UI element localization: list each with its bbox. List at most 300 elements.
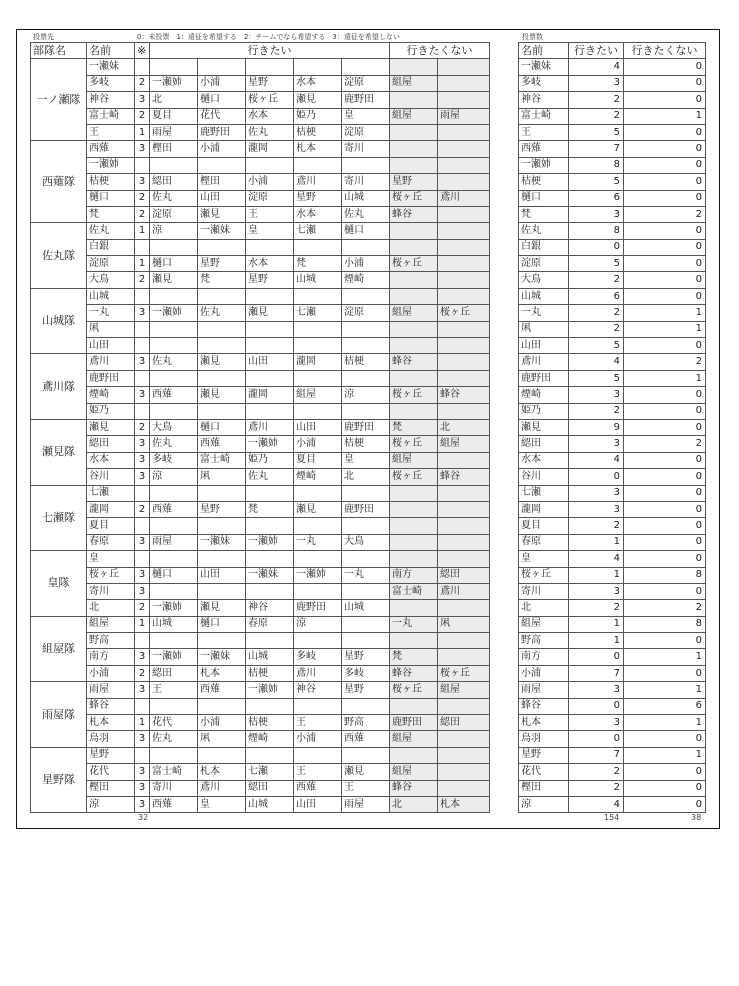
- not-want-count-cell: 1: [624, 747, 706, 763]
- want-choice-cell: 一瀬姉: [246, 436, 294, 452]
- want-count-cell: 0: [569, 649, 624, 665]
- want-choice-cell: 瀬見: [342, 764, 390, 780]
- want-choice-cell: 北: [342, 469, 390, 485]
- want-choice-cell: [150, 338, 198, 354]
- want-count-cell: 4: [569, 452, 624, 468]
- want-choice-cell: [246, 551, 294, 567]
- not-want-choice-cell: [438, 633, 490, 649]
- want-choice-cell: 凩: [198, 731, 246, 747]
- want-choice-cell: [294, 288, 342, 304]
- want-choice-cell: [198, 551, 246, 567]
- table-row: [31, 518, 490, 534]
- table-row: [31, 747, 490, 763]
- want-count-cell: 3: [569, 715, 624, 731]
- member-name-cell: 蜂谷: [87, 698, 135, 714]
- table-row: [31, 452, 490, 468]
- table-row: [31, 682, 490, 698]
- vote-code-cell: 3: [135, 174, 150, 190]
- want-choice-cell: 瀬見: [198, 600, 246, 616]
- want-choice-cell: [198, 59, 246, 75]
- not-want-choice-cell: 鳶川: [438, 583, 490, 599]
- want-choice-cell: 鳶川: [246, 419, 294, 435]
- want-count-cell: 3: [569, 206, 624, 222]
- vote-code-cell: [135, 239, 150, 255]
- not-want-count-cell: 0: [624, 403, 706, 419]
- not-want-choice-cell: [438, 75, 490, 91]
- not-want-choice-cell: [390, 321, 438, 337]
- want-choice-cell: 西薙: [150, 501, 198, 517]
- not-want-choice-cell: [438, 223, 490, 239]
- table-row: [31, 633, 490, 649]
- want-choice-cell: 皇: [342, 108, 390, 124]
- not-want-count-cell: 0: [624, 239, 706, 255]
- want-choice-cell: [198, 157, 246, 173]
- not-want-choice-cell: 蜂谷: [438, 387, 490, 403]
- vote-code-cell: 3: [135, 567, 150, 583]
- count-name-cell: 樫田: [519, 780, 569, 796]
- not-want-choice-cell: 桜ヶ丘: [390, 682, 438, 698]
- member-name-cell: 桜ヶ丘: [87, 567, 135, 583]
- want-choice-cell: 樫田: [198, 174, 246, 190]
- want-choice-cell: [150, 485, 198, 501]
- not-want-choice-cell: 桜ヶ丘: [390, 256, 438, 272]
- member-name-cell: 山城: [87, 288, 135, 304]
- want-choice-cell: 一瀬妹: [198, 649, 246, 665]
- count-row: [519, 92, 706, 108]
- not-want-choice-cell: [390, 551, 438, 567]
- not-want-choice-cell: 組屋: [390, 731, 438, 747]
- member-name-cell: 夏目: [87, 518, 135, 534]
- not-want-count-cell: 0: [624, 190, 706, 206]
- not-want-choice-cell: [390, 698, 438, 714]
- want-choice-cell: 桔梗: [246, 665, 294, 681]
- want-choice-cell: 山田: [294, 796, 342, 812]
- want-choice-cell: 瀧岡: [246, 141, 294, 157]
- want-choice-cell: [246, 157, 294, 173]
- want-choice-cell: 一瀬姉: [150, 649, 198, 665]
- not-want-choice-cell: [438, 485, 490, 501]
- table-row: [31, 469, 490, 485]
- want-choice-cell: 雨屋: [150, 124, 198, 140]
- member-name-cell: 淀原: [87, 256, 135, 272]
- want-choice-cell: 小浦: [294, 436, 342, 452]
- count-name-cell: 瀧岡: [519, 501, 569, 517]
- not-want-count-cell: 1: [624, 108, 706, 124]
- count-name-cell: 多岐: [519, 75, 569, 91]
- member-name-cell: 西薙: [87, 141, 135, 157]
- team-name-cell: 山城隊: [31, 288, 87, 354]
- not-want-choice-cell: [390, 485, 438, 501]
- not-want-choice-cell: [438, 501, 490, 517]
- count-name-cell: 鹿野田: [519, 370, 569, 386]
- table-row: [31, 190, 490, 206]
- count-name-cell: 野高: [519, 633, 569, 649]
- not-want-count-cell: 0: [624, 59, 706, 75]
- want-choice-cell: 煙崎: [246, 731, 294, 747]
- vote-code-cell: 2: [135, 206, 150, 222]
- want-choice-cell: [294, 370, 342, 386]
- not-want-choice-cell: [390, 633, 438, 649]
- want-choice-cell: 西薙: [342, 731, 390, 747]
- count-row: [519, 485, 706, 501]
- not-want-count-cell: 1: [624, 682, 706, 698]
- not-want-count-cell: 0: [624, 157, 706, 173]
- not-want-count-cell: 0: [624, 469, 706, 485]
- want-choice-cell: [294, 633, 342, 649]
- not-want-choice-cell: 組屋: [438, 682, 490, 698]
- not-want-count-cell: 0: [624, 731, 706, 747]
- want-choice-cell: 鳶川: [294, 665, 342, 681]
- vote-code-cell: [135, 747, 150, 763]
- not-want-count-cell: 0: [624, 534, 706, 550]
- want-choice-cell: 山城: [342, 190, 390, 206]
- count-row: [519, 108, 706, 124]
- want-choice-cell: [246, 583, 294, 599]
- want-choice-cell: 瀬見: [246, 305, 294, 321]
- member-name-cell: 涼: [87, 796, 135, 812]
- table-row: [31, 272, 490, 288]
- count-row: [519, 370, 706, 386]
- want-choice-cell: 桔梗: [294, 124, 342, 140]
- want-choice-cell: 梵: [198, 272, 246, 288]
- count-name-cell: 夏目: [519, 518, 569, 534]
- table-row: [31, 370, 490, 386]
- want-choice-cell: 野高: [342, 715, 390, 731]
- count-name-cell: 蜂谷: [519, 698, 569, 714]
- want-choice-cell: [294, 518, 342, 534]
- not-want-choice-cell: 一丸: [390, 616, 438, 632]
- want-choice-cell: [294, 338, 342, 354]
- count-row: [519, 239, 706, 255]
- want-count-cell: 0: [569, 239, 624, 255]
- vote-code-cell: [135, 338, 150, 354]
- member-name-cell: 煙崎: [87, 387, 135, 403]
- count-name-cell: 桜ヶ丘: [519, 567, 569, 583]
- want-choice-cell: [150, 518, 198, 534]
- want-choice-cell: 星野: [198, 501, 246, 517]
- want-choice-cell: [246, 338, 294, 354]
- vote-code-cell: 2: [135, 272, 150, 288]
- member-name-cell: 姫乃: [87, 403, 135, 419]
- count-row: [519, 403, 706, 419]
- not-want-choice-cell: [390, 370, 438, 386]
- table-row: [31, 780, 490, 796]
- not-want-count-cell: 0: [624, 174, 706, 190]
- member-name-cell: 神谷: [87, 92, 135, 108]
- count-name-cell: 白銀: [519, 239, 569, 255]
- header-team: 部隊名: [31, 43, 87, 59]
- vote-code-cell: 3: [135, 354, 150, 370]
- want-choice-cell: 山城: [150, 616, 198, 632]
- table-row: [31, 141, 490, 157]
- vote-code-cell: 3: [135, 92, 150, 108]
- want-choice-cell: 西薙: [150, 387, 198, 403]
- want-choice-cell: [150, 583, 198, 599]
- not-want-choice-cell: [438, 321, 490, 337]
- table-row: [31, 583, 490, 599]
- want-choice-cell: 山城: [342, 600, 390, 616]
- want-choice-cell: 雨屋: [342, 796, 390, 812]
- header-not-want: 行きたくない: [390, 43, 490, 59]
- want-choice-cell: [342, 747, 390, 763]
- member-name-cell: 鳶川: [87, 354, 135, 370]
- count-row: [519, 796, 706, 812]
- member-name-cell: 鹿野田: [87, 370, 135, 386]
- count-name-cell: 札本: [519, 715, 569, 731]
- not-want-choice-cell: 桜ヶ丘: [390, 190, 438, 206]
- want-count-cell: 2: [569, 92, 624, 108]
- want-choice-cell: 綛田: [246, 780, 294, 796]
- table-row: [31, 534, 490, 550]
- want-choice-cell: [150, 239, 198, 255]
- not-want-count-cell: 1: [624, 321, 706, 337]
- member-name-cell: 雨屋: [87, 682, 135, 698]
- want-choice-cell: [342, 403, 390, 419]
- want-choice-cell: [198, 698, 246, 714]
- want-choice-cell: [198, 403, 246, 419]
- want-choice-cell: 皇: [198, 796, 246, 812]
- count-row: [519, 387, 706, 403]
- want-choice-cell: 瀬見: [198, 354, 246, 370]
- want-choice-cell: 佐丸: [150, 731, 198, 747]
- vote-code-cell: 3: [135, 141, 150, 157]
- member-name-cell: 水本: [87, 452, 135, 468]
- not-want-count-cell: 0: [624, 419, 706, 435]
- count-name-cell: 凩: [519, 321, 569, 337]
- not-want-choice-cell: [438, 272, 490, 288]
- count-row: [519, 419, 706, 435]
- total-left: 32: [138, 813, 149, 822]
- total-want: 154: [604, 813, 620, 822]
- want-choice-cell: 佐丸: [150, 190, 198, 206]
- member-name-cell: 富士崎: [87, 108, 135, 124]
- not-want-count-cell: 0: [624, 780, 706, 796]
- want-choice-cell: [294, 403, 342, 419]
- want-count-cell: 3: [569, 436, 624, 452]
- want-choice-cell: [342, 518, 390, 534]
- want-choice-cell: 瀬見: [198, 387, 246, 403]
- want-count-cell: 3: [569, 583, 624, 599]
- vote-code-cell: 3: [135, 452, 150, 468]
- not-want-count-cell: 0: [624, 633, 706, 649]
- not-want-count-cell: 0: [624, 338, 706, 354]
- want-choice-cell: 花代: [198, 108, 246, 124]
- want-choice-cell: [198, 633, 246, 649]
- want-choice-cell: [150, 551, 198, 567]
- not-want-count-cell: 0: [624, 551, 706, 567]
- want-choice-cell: [246, 321, 294, 337]
- left-caption: 投票先: [33, 33, 54, 41]
- count-row: [519, 338, 706, 354]
- member-name-cell: 多岐: [87, 75, 135, 91]
- vote-code-cell: [135, 403, 150, 419]
- member-name-cell: 王: [87, 124, 135, 140]
- team-name-cell: 鳶川隊: [31, 354, 87, 420]
- want-choice-cell: 淀原: [246, 190, 294, 206]
- vote-code-cell: [135, 551, 150, 567]
- want-count-cell: 2: [569, 305, 624, 321]
- want-choice-cell: [342, 338, 390, 354]
- want-count-cell: 5: [569, 256, 624, 272]
- want-choice-cell: [246, 288, 294, 304]
- want-choice-cell: 煙崎: [294, 469, 342, 485]
- member-name-cell: 七瀬: [87, 485, 135, 501]
- want-choice-cell: 淀原: [342, 75, 390, 91]
- want-choice-cell: 梵: [246, 501, 294, 517]
- want-choice-cell: 山城: [294, 272, 342, 288]
- want-choice-cell: 凩: [198, 469, 246, 485]
- team-name-cell: 七瀬隊: [31, 485, 87, 551]
- not-want-choice-cell: 南方: [390, 567, 438, 583]
- count-name-cell: 山城: [519, 288, 569, 304]
- not-want-choice-cell: [390, 747, 438, 763]
- not-want-choice-cell: [390, 501, 438, 517]
- want-choice-cell: 一丸: [294, 534, 342, 550]
- want-count-cell: 8: [569, 157, 624, 173]
- want-count-cell: 2: [569, 764, 624, 780]
- want-choice-cell: 鳶川: [294, 174, 342, 190]
- count-name-cell: 七瀬: [519, 485, 569, 501]
- not-want-choice-cell: 桜ヶ丘: [390, 436, 438, 452]
- table-row: [31, 305, 490, 321]
- want-choice-cell: [198, 583, 246, 599]
- not-want-count-cell: 0: [624, 452, 706, 468]
- want-choice-cell: [294, 551, 342, 567]
- count-row: [519, 633, 706, 649]
- member-name-cell: 樫田: [87, 780, 135, 796]
- want-count-cell: 2: [569, 321, 624, 337]
- want-choice-cell: [342, 698, 390, 714]
- want-choice-cell: 瀬見: [294, 92, 342, 108]
- vote-code-cell: 3: [135, 387, 150, 403]
- want-choice-cell: 瀬見: [150, 272, 198, 288]
- want-choice-cell: 星野: [198, 256, 246, 272]
- want-choice-cell: 佐丸: [150, 354, 198, 370]
- want-count-cell: 8: [569, 223, 624, 239]
- not-want-choice-cell: [438, 124, 490, 140]
- not-want-choice-cell: [390, 288, 438, 304]
- table-row: [31, 157, 490, 173]
- member-name-cell: 一瀬妹: [87, 59, 135, 75]
- table-row: [31, 403, 490, 419]
- want-choice-cell: 小浦: [294, 731, 342, 747]
- not-want-choice-cell: [438, 731, 490, 747]
- want-choice-cell: [294, 698, 342, 714]
- want-choice-cell: 佐丸: [246, 469, 294, 485]
- want-choice-cell: [342, 551, 390, 567]
- want-choice-cell: [294, 321, 342, 337]
- want-count-cell: 1: [569, 633, 624, 649]
- want-choice-cell: 水本: [246, 108, 294, 124]
- want-choice-cell: 樋口: [198, 419, 246, 435]
- want-choice-cell: 寄川: [342, 141, 390, 157]
- count-name-cell: 烏羽: [519, 731, 569, 747]
- count-name-cell: 王: [519, 124, 569, 140]
- vote-code-cell: 3: [135, 436, 150, 452]
- not-want-choice-cell: [438, 288, 490, 304]
- team-name-cell: 瀬見隊: [31, 419, 87, 485]
- member-name-cell: 一瀬姉: [87, 157, 135, 173]
- not-want-choice-cell: [438, 354, 490, 370]
- not-want-count-cell: 2: [624, 206, 706, 222]
- want-choice-cell: 一丸: [342, 567, 390, 583]
- want-choice-cell: [198, 518, 246, 534]
- table-row: [31, 354, 490, 370]
- want-choice-cell: [342, 321, 390, 337]
- want-choice-cell: 水本: [294, 75, 342, 91]
- want-choice-cell: 綛田: [150, 174, 198, 190]
- not-want-count-cell: 0: [624, 256, 706, 272]
- want-choice-cell: 多岐: [294, 649, 342, 665]
- table-row: [31, 124, 490, 140]
- vote-code-cell: 2: [135, 665, 150, 681]
- count-row: [519, 715, 706, 731]
- want-choice-cell: [294, 157, 342, 173]
- want-choice-cell: [150, 288, 198, 304]
- not-want-choice-cell: 札本: [438, 796, 490, 812]
- table-row: [31, 796, 490, 812]
- want-choice-cell: 樫田: [150, 141, 198, 157]
- want-choice-cell: [198, 321, 246, 337]
- vote-code-cell: 3: [135, 780, 150, 796]
- want-choice-cell: 梵: [294, 256, 342, 272]
- count-name-cell: 一瀬妹: [519, 59, 569, 75]
- vote-code-cell: 3: [135, 731, 150, 747]
- not-want-choice-cell: [438, 206, 490, 222]
- not-want-choice-cell: 星野: [390, 174, 438, 190]
- member-name-cell: 皇: [87, 551, 135, 567]
- want-choice-cell: 桔梗: [246, 715, 294, 731]
- want-choice-cell: 鹿野田: [342, 419, 390, 435]
- count-row: [519, 305, 706, 321]
- want-count-cell: 2: [569, 600, 624, 616]
- want-choice-cell: 富士崎: [150, 764, 198, 780]
- want-choice-cell: 姫乃: [294, 108, 342, 124]
- want-choice-cell: 一瀬姉: [246, 682, 294, 698]
- member-name-cell: 北: [87, 600, 135, 616]
- count-header-name: 名前: [519, 43, 569, 59]
- count-row: [519, 469, 706, 485]
- not-want-choice-cell: 蜂谷: [390, 206, 438, 222]
- want-choice-cell: 佐丸: [246, 124, 294, 140]
- count-row: [519, 698, 706, 714]
- not-want-choice-cell: [390, 157, 438, 173]
- team-name-cell: 佐丸隊: [31, 223, 87, 289]
- not-want-choice-cell: [438, 256, 490, 272]
- want-choice-cell: 小浦: [246, 174, 294, 190]
- not-want-count-cell: 2: [624, 600, 706, 616]
- not-want-count-cell: 0: [624, 583, 706, 599]
- vote-code-cell: 3: [135, 534, 150, 550]
- not-want-choice-cell: 富士崎: [390, 583, 438, 599]
- member-name-cell: 星野: [87, 747, 135, 763]
- table-row: [31, 223, 490, 239]
- table-row: [31, 59, 490, 75]
- table-row: [31, 698, 490, 714]
- member-name-cell: 札本: [87, 715, 135, 731]
- want-choice-cell: 山城: [246, 649, 294, 665]
- want-choice-cell: 瀧岡: [294, 354, 342, 370]
- want-count-cell: 3: [569, 682, 624, 698]
- table-row: [31, 665, 490, 681]
- not-want-choice-cell: [390, 239, 438, 255]
- want-count-cell: 3: [569, 501, 624, 517]
- want-choice-cell: 神谷: [294, 682, 342, 698]
- count-name-cell: 樋口: [519, 190, 569, 206]
- not-want-choice-cell: [438, 534, 490, 550]
- member-name-cell: 樋口: [87, 190, 135, 206]
- want-choice-cell: 星野: [246, 272, 294, 288]
